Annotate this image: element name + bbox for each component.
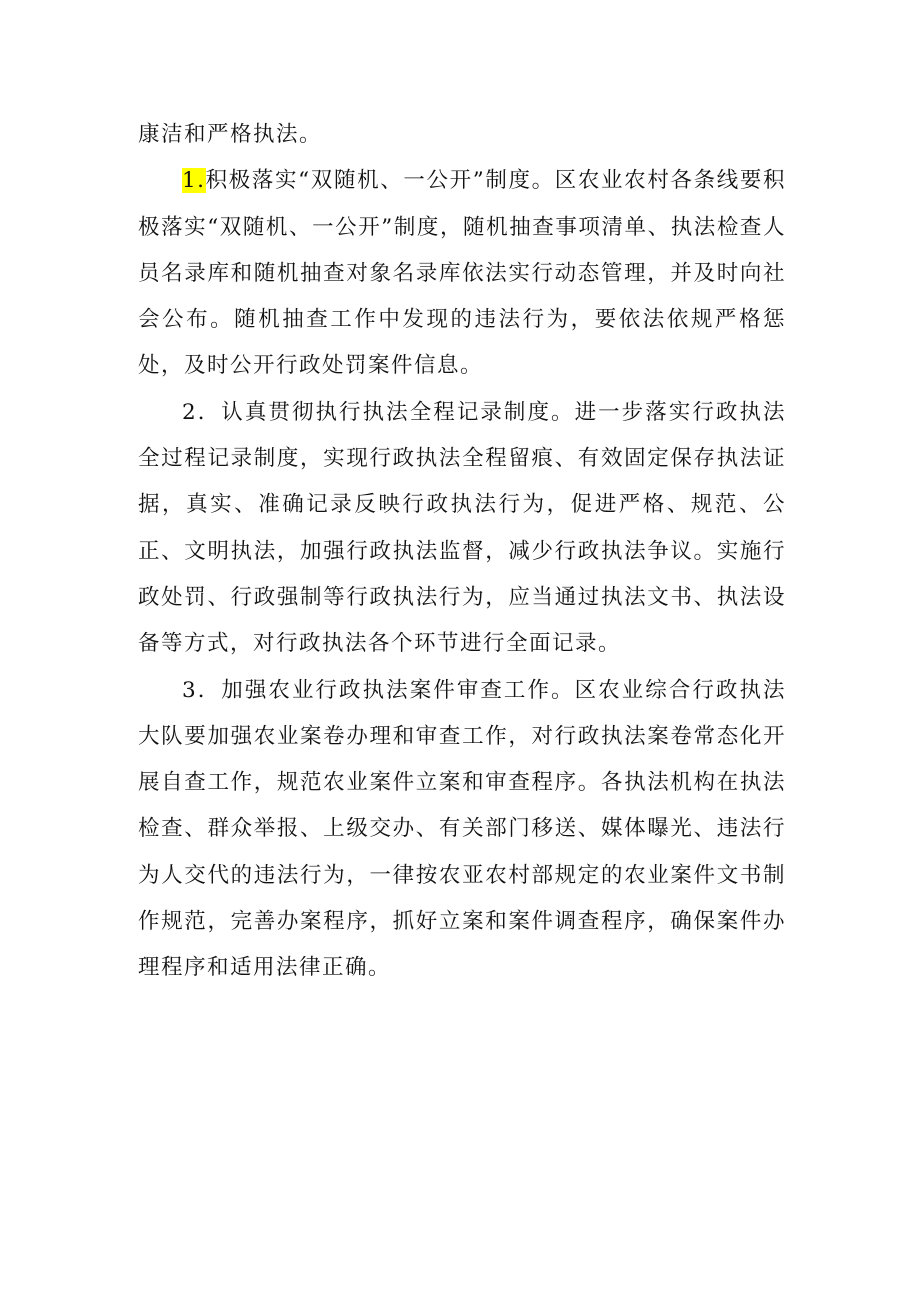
- document-body: [138, 112, 786, 992]
- item-number: 2．: [182, 399, 222, 425]
- paragraph-text: 积极落实“双随机、一公开”制度。区农业农村各条线要积极落实“双随机、一公开”制度，随机抽查事项清单、执法检查人员名录库和随机抽查对象名录库依法实行动态管理，并及时向社会公布。随机抽查工作中发现的违法行为，要依法依规严格惩处，及时公开行政处罚案件信息。: [138, 168, 786, 379]
- paragraph-text: 康洁和严格执法。: [138, 122, 323, 147]
- paragraph-item-3: [138, 668, 786, 992]
- item-number: 3．: [182, 677, 222, 703]
- paragraph-item-2: [138, 390, 786, 668]
- paragraph-text: 加强农业行政执法案件审查工作。区农业综合行政执法大队要加强农业案卷办理和审查工作，对行政执法案卷常态化开展自查工作，规范农业案件立案和审查程序。各执法机构在执法检查、群众举报、上级交办、有关部门移送、媒体曝光、违法行为人交代的违法行为，一律按农亚农村部规定的农业案件文书制作规范，完善办案程序，抓好立案和案件调查程序，确保案件办理程序和适用法律正确。: [138, 677, 786, 981]
- paragraph-item-1: [138, 158, 786, 389]
- paragraph-continuation: [138, 112, 786, 158]
- highlighted-item-number: 1.: [182, 168, 206, 194]
- paragraph-text: 认真贯彻执行执法全程记录制度。进一步落实行政执法全过程记录制度，实现行政执法全程留痕、有效固定保存执法证据，真实、准确记录反映行政执法行为，促进严格、规范、公正、文明执法，加强行政执法监督，减少行政执法争议。实施行政处罚、行政强制等行政执法行为，应当通过执法文书、执法设备等方式，对行政执法各个环节进行全面记录。: [138, 399, 786, 657]
